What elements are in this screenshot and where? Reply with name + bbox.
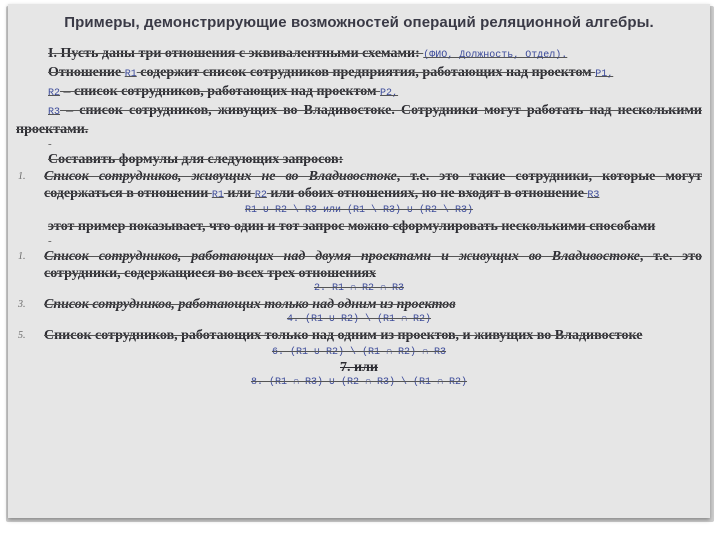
- p2-r2: R2: [48, 88, 61, 99]
- item5-text: Список сотрудников, работающих только над одним из проектов, и живущих во Владивостоке: [44, 328, 643, 343]
- p2-project: P2,: [380, 88, 399, 99]
- list-item-2: [16, 248, 702, 282]
- list-item-3: [16, 296, 702, 313]
- formula-8: 8. (R1 ∩ R3) ∪ (R2 ∩ R3) \ (R1 ∩ R2): [250, 377, 468, 388]
- list-item-5: [16, 327, 702, 344]
- list-item-5-number: 5.: [18, 330, 26, 341]
- dash-separator-1: -: [48, 138, 52, 150]
- item2-text: , т.е. это сотрудники, содержащиеся во всех трех отношениях: [44, 249, 702, 281]
- intro-roman: I.: [48, 46, 57, 61]
- p1-project: P1,: [595, 69, 614, 80]
- formula-2: 2. R1 ∩ R2 ∩ R3: [313, 283, 404, 294]
- item1-r1: R1: [211, 190, 224, 201]
- list-item-3-number: 3.: [18, 299, 26, 310]
- p1-text-b: содержит список сотрудников предприятия, работающих над проектом: [136, 65, 596, 80]
- list-item-1-number: 1.: [18, 171, 26, 182]
- formula-6: 6. (R1 ∪ R2) \ (R1 ∩ R2) ∩ R3: [271, 347, 447, 358]
- alternative-or-line: 7. или: [340, 360, 378, 375]
- list-item-2-number: 1.: [18, 251, 26, 262]
- paragraph-r3: [16, 102, 702, 138]
- slide-title: Примеры, демонстрирующие возможностей операций реляционной алгебры.: [64, 14, 654, 31]
- item1-text-b: или: [223, 186, 255, 201]
- p2-text: – список сотрудников, работающих над проектом: [60, 84, 381, 99]
- dash-separator-2: -: [48, 235, 52, 247]
- p1-text-a: Отношение: [48, 65, 125, 80]
- paragraph-r1: [16, 64, 702, 83]
- intro-schema: (ФИО, Должность, Отдел).: [423, 50, 568, 61]
- item3-emphasis: Список сотрудников, работающих только над одним из проектов: [44, 297, 456, 312]
- intro-text: Пусть даны три отношения с эквивалентными схемами:: [56, 46, 424, 61]
- p3-text: – список сотрудников, живущих во Владивостоке. Сотрудники могут работать над несколькими проектами.: [16, 103, 702, 137]
- item1-r2: R2: [254, 190, 267, 201]
- item1-text-c: или обоих отношениях, но не входят в отношение: [266, 186, 588, 201]
- note-multiple-ways: этот пример показывает, что один и тот запрос можно сформулировать несколькими способами: [48, 219, 656, 234]
- item1-text-a: , т.е. это такие сотрудники, которые могут содержаться в отношении: [44, 169, 702, 201]
- paragraph-r2: [16, 83, 702, 102]
- p3-r3: R3: [48, 107, 61, 118]
- item1-r3: R3: [587, 190, 600, 201]
- list-item-1: [16, 168, 702, 204]
- slide: [8, 4, 710, 518]
- formula-4: 4. (R1 ∪ R2) \ (R1 ∩ R2): [286, 314, 432, 325]
- item1-emphasis: Список сотрудников, живущих не во Владивостоке: [44, 169, 397, 184]
- p1-r1: R1: [124, 69, 137, 80]
- item2-emphasis: Список сотрудников, работающих над двумя проектами и живущих во Владивостоке: [44, 249, 640, 264]
- task-heading: Составить формулы для следующих запросов:: [48, 152, 344, 167]
- intro-paragraph: [16, 45, 702, 64]
- formula-1: R1 ∪ R2 \ R3 или (R1 \ R3) ∪ (R2 \ R3): [244, 205, 474, 216]
